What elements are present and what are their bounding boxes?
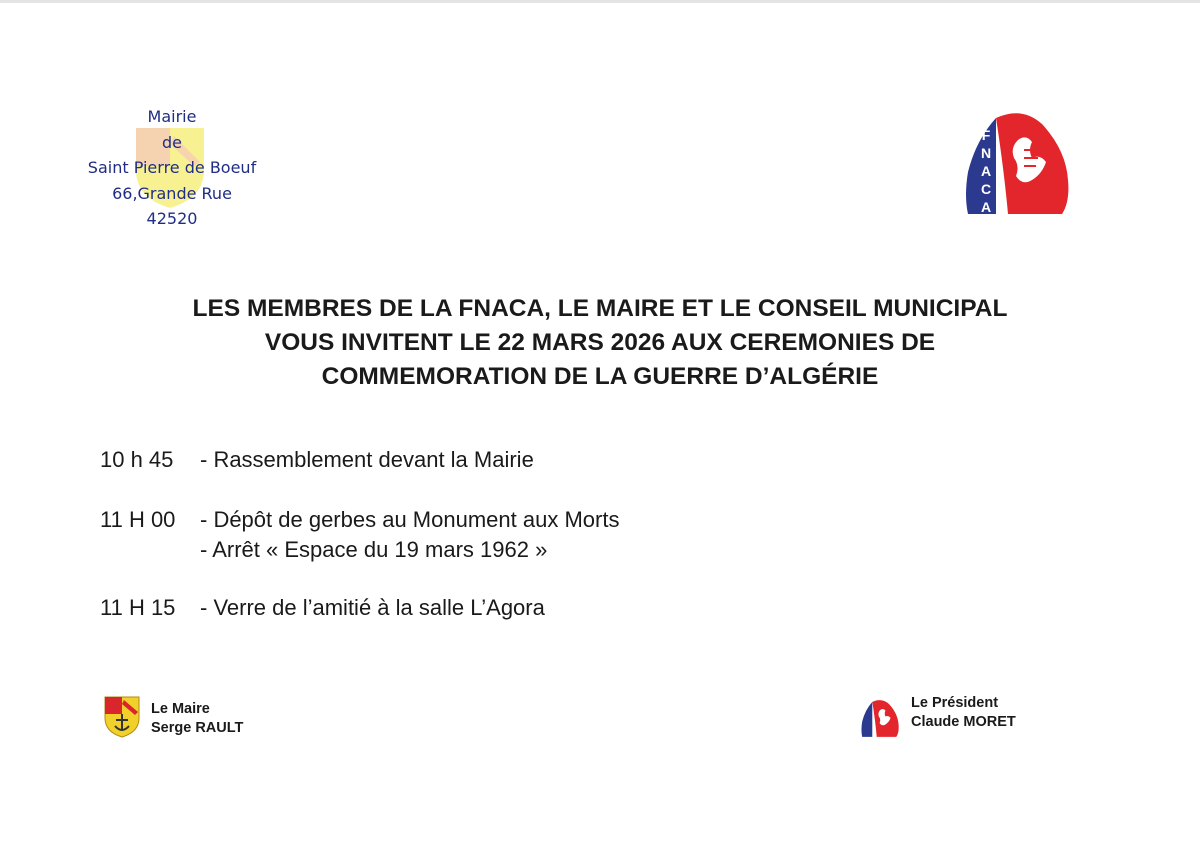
mairie-line-5: 42520 <box>146 209 198 228</box>
fnaca-letter-c: C <box>980 181 992 197</box>
coat-of-arms-icon <box>104 696 140 738</box>
title-line-3: COMMEMORATION DE LA GUERRE D’ALGÉRIE <box>321 363 879 390</box>
mayor-role: Le Maire <box>151 701 210 717</box>
program-entry <box>100 507 1000 595</box>
fnaca-small-logo <box>860 698 900 740</box>
president-role: Le Président <box>911 695 999 711</box>
ceremony-program <box>100 447 1000 625</box>
program-item: - Rassemblement devant la Mairie <box>200 447 534 472</box>
president-name: Claude MORET <box>911 714 1016 730</box>
signature-president <box>860 694 1110 740</box>
fnaca-letter-n: N <box>980 145 992 161</box>
title-line-1: LES MEMBRES DE LA FNACA, LE MAIRE ET LE CONSEIL MUNICIPAL <box>192 295 1008 322</box>
program-entry <box>100 447 1000 507</box>
fnaca-letter-a1: A <box>980 163 992 179</box>
fnaca-logo <box>962 110 1072 220</box>
mayor-name: Serge RAULT <box>151 720 244 736</box>
mairie-line-2: de <box>162 132 182 152</box>
fnaca-letter-a2: A <box>980 199 992 215</box>
invitation-title <box>60 292 1140 394</box>
program-time: 11 H 15 <box>100 595 176 620</box>
program-item: - Dépôt de gerbes au Monument aux Morts <box>200 507 620 532</box>
program-item: - Verre de l’amitié à la salle L’Agora <box>200 595 545 620</box>
scan-edge <box>0 0 1200 3</box>
fnaca-letter-f: F <box>981 127 991 143</box>
signature-mayor <box>104 696 354 742</box>
mairie-line-3: Saint Pierre de Boeuf <box>87 158 257 177</box>
program-item: - Arrêt « Espace du 19 mars 1962 » <box>200 537 548 562</box>
program-time: 10 h 45 <box>100 447 174 472</box>
title-line-2: VOUS INVITENT LE 22 MARS 2026 AUX CEREMONIES DE <box>264 329 936 356</box>
mairie-line-1: Mairie <box>147 107 197 126</box>
mairie-line-4: 66,Grande Rue <box>112 183 232 203</box>
program-entry <box>100 595 1000 625</box>
mairie-address <box>72 104 272 234</box>
program-time: 11 H 00 <box>100 507 176 532</box>
